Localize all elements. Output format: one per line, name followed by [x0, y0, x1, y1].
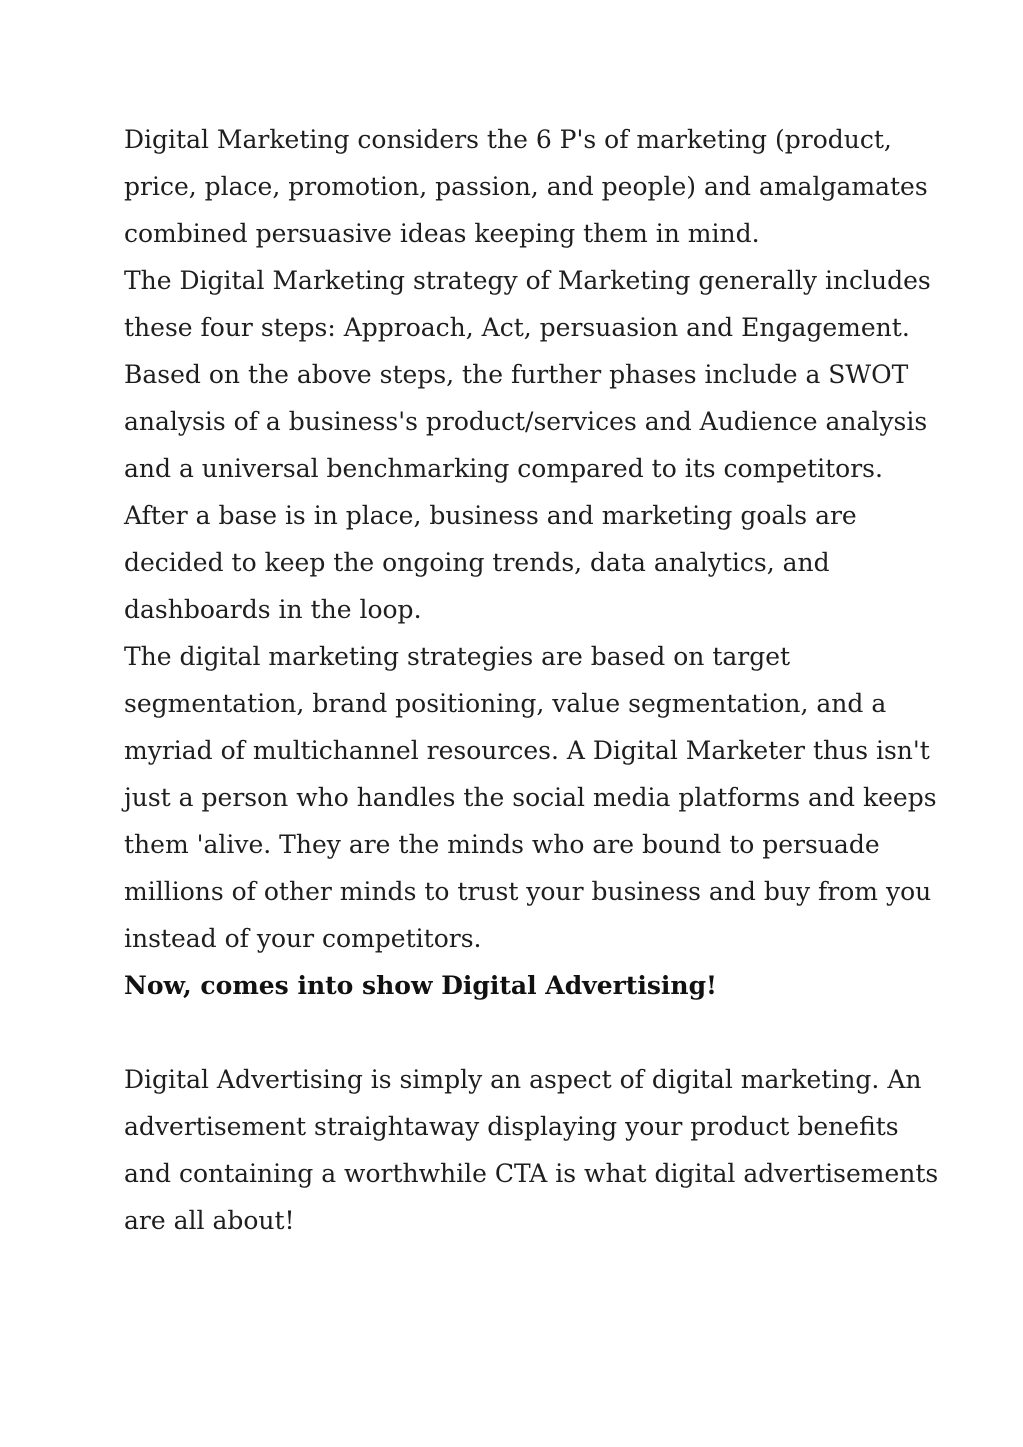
text-line: Digital Advertising is simply an aspect of digital marketing. An	[124, 1065, 922, 1094]
paragraph-advertising	[124, 1056, 939, 1244]
text-line: decided to keep the ongoing trends, data analytics, and	[124, 548, 830, 577]
text-line: The Digital Marketing strategy of Marketing generally includes	[124, 266, 931, 295]
text-line: advertisement straightaway displaying your product benefits	[124, 1112, 899, 1141]
text-line: just a person who handles the social media platforms and keeps	[124, 783, 937, 812]
text-line: these four steps: Approach, Act, persuasion and Engagement.	[124, 313, 910, 342]
text-line: segmentation, brand positioning, value segmentation, and a	[124, 689, 887, 718]
paragraph-strategy	[124, 257, 931, 633]
text-line: myriad of multichannel resources. A Digital Marketer thus isn't	[124, 736, 930, 765]
text-line: instead of your competitors.	[124, 924, 482, 953]
text-line: dashboards in the loop.	[124, 595, 422, 624]
text-line: and a universal benchmarking compared to its competitors.	[124, 454, 883, 483]
blank-line	[124, 1009, 914, 1056]
text-line: Digital Marketing considers the 6 P's of marketing (product,	[124, 125, 892, 154]
text-line: and containing a worthwhile CTA is what digital advertisements	[124, 1159, 939, 1188]
text-line: The digital marketing strategies are based on target	[124, 642, 791, 671]
text-line: millions of other minds to trust your business and buy from you	[124, 877, 932, 906]
text-line: analysis of a business's product/services and Audience analysis	[124, 407, 928, 436]
text-line: Based on the above steps, the further phases include a SWOT	[124, 360, 909, 389]
text-line: them 'alive. They are the minds who are bound to persuade	[124, 830, 880, 859]
text-line: are all about!	[124, 1206, 295, 1235]
text-line: price, place, promotion, passion, and people) and amalgamates	[124, 172, 928, 201]
paragraph-segmentation	[124, 633, 937, 962]
section-heading: Now, comes into show Digital Advertising!	[124, 971, 718, 1000]
text-line: After a base is in place, business and marketing goals are	[124, 501, 857, 530]
document-body	[124, 116, 939, 1244]
text-line: combined persuasive ideas keeping them in mind.	[124, 219, 760, 248]
paragraph-6ps	[124, 116, 928, 257]
